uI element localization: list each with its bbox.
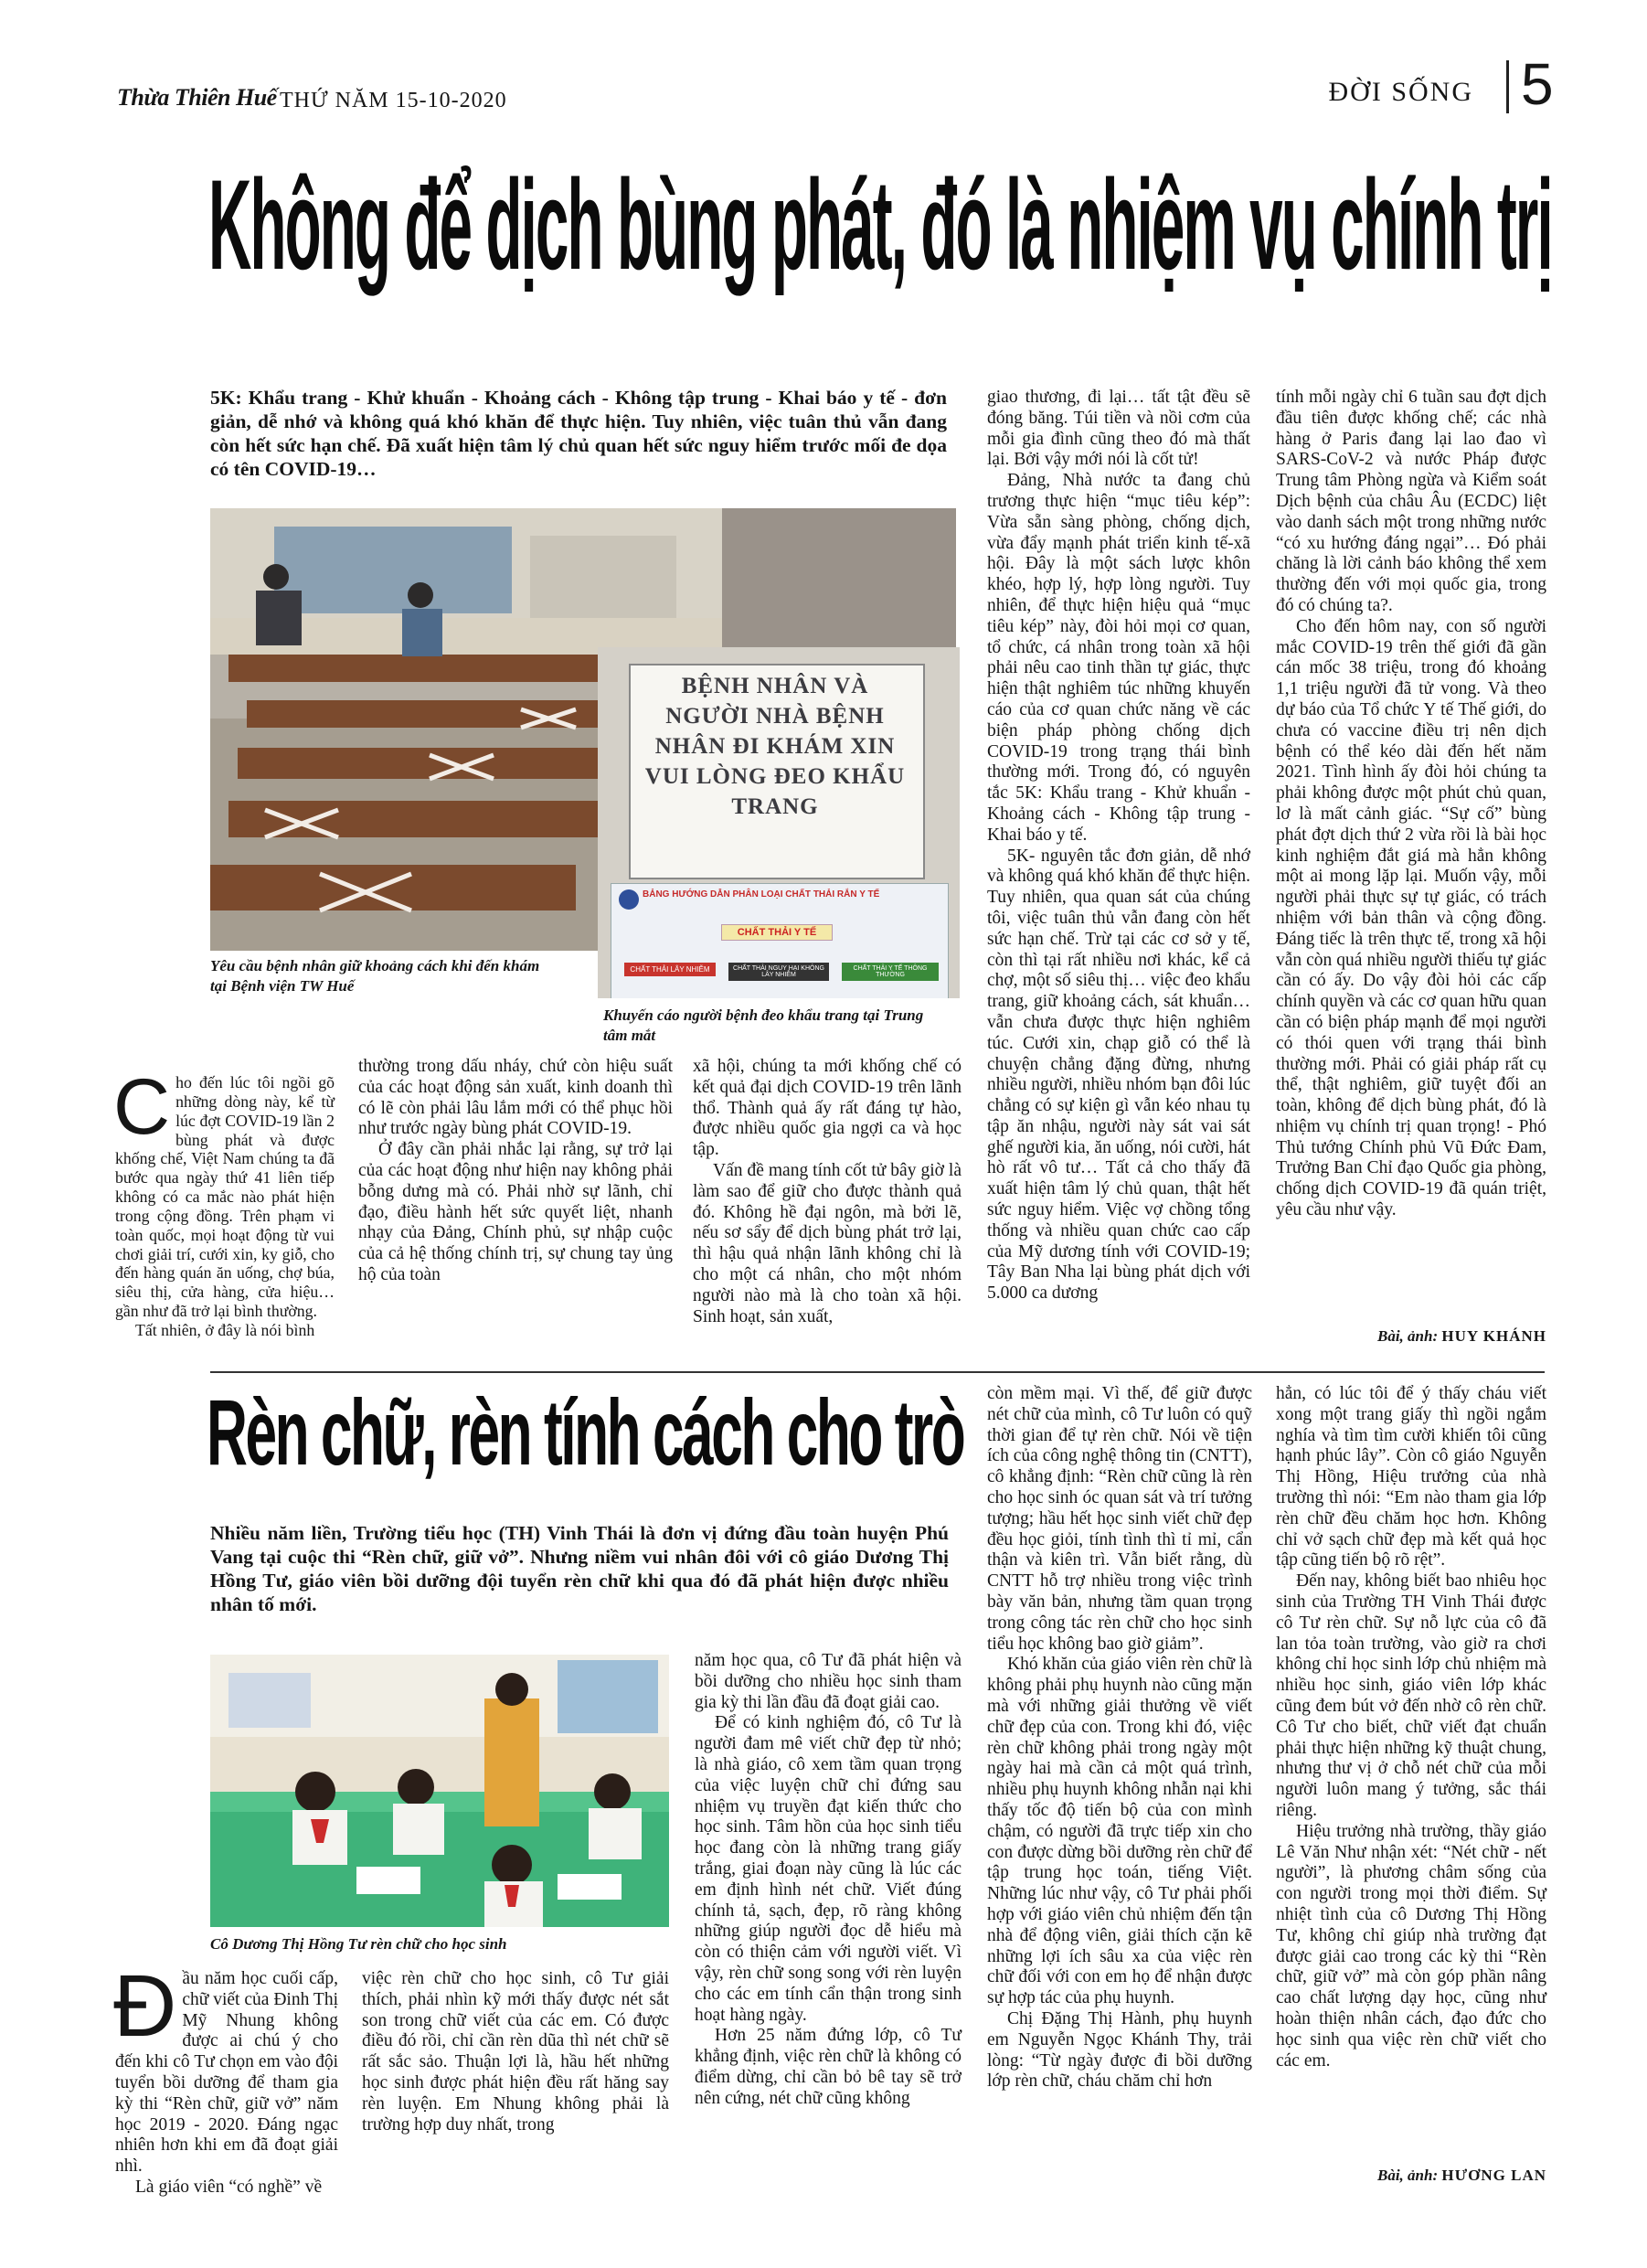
article2-col-1 <box>113 1957 338 2199</box>
masthead-date: THỨ NĂM 15-10-2020 <box>280 89 507 112</box>
article1-byline <box>1276 1327 1546 1346</box>
article2-photo-caption: Cô Dương Thị Hồng Tư rèn chữ cho học sinh <box>210 1935 507 1953</box>
paragraph: việc rèn chữ cho học sinh, cô Tư giải thích, phải nhìn kỹ mới thấy được nét sắt son trong chữ viết của các em. Có được điều đó rồi, chỉ cần rèn dũa thì nét chữ sẽ rất sắc sảo. Thuận lợi là, hầu hết những học sinh được phát hiện đều rất hăng say rèn luyện. Em Nhung không phải là trường hợp duy nhất, trong <box>362 1969 669 2135</box>
article2-headline: Rèn chữ, rèn tính cách cho trò <box>207 1380 964 1485</box>
byline-author: HUY KHÁNH <box>1441 1327 1546 1345</box>
paragraph: ho đến lúc tôi ngồi gõ những dòng này, kể từ lúc đợt COVID-19 lần 2 bùng phát và được khống chế, Việt Nam chúng ta đã bước qua ngày thứ 41 liên tiếp không có ca mắc nào phát hiện trong cộng đồng. Trên phạm vi toàn quốc, mọi hoạt động từ vui chơi giải trí, cưới xin, ky giỗ, cho đến hàng quán ăn uống, chợ búa, siêu thị, cửa hàng, cửa hiệu… gần như đã trở lại bình thường. <box>115 1073 335 1321</box>
paragraph: năm học qua, cô Tư đã phát hiện và bồi dưỡng cho nhiều học sinh tham gia kỳ thi lần đầu đã đoạt giải cao. <box>695 1651 962 1712</box>
masthead-divider <box>1506 60 1509 113</box>
article1-lead: 5K: Khẩu trang - Khử khuẩn - Khoảng cách - Không tập trung - Khai báo y tế - đơn giản, dễ nhớ và không quá khó khăn để thực hiện. Tuy nhiên, việc tuân thủ vẫn đang còn hết sức hạn chế. Đã xuất hiện tâm lý chủ quan hết sức nguy hiểm trước mối đe dọa có tên COVID-19… <box>210 387 947 480</box>
article1-headline: Không để dịch bùng phát, đó là nhiệm vụ chính trị <box>208 153 1552 296</box>
poster-category-1: CHẤT THẢI LÂY NHIỄM <box>624 963 716 976</box>
page-number: 5 <box>1521 51 1554 117</box>
article1-dropcap: C <box>113 1063 171 1151</box>
article2-dropcap: Đ <box>113 1957 177 2055</box>
paragraph: ầu năm học cuối cấp, chữ viết của Đinh Thị Mỹ Nhung không được ai chú ý cho đến khi cô Tư chọn em vào đội tuyển bồi dưỡng để tham gia kỳ thi “Rèn chữ, giữ vở” năm học 2019 - 2020. Đáng ngạc nhiên hơn khi em đã đoạt giải nhì. <box>115 1969 338 2177</box>
paragraph: hẳn, có lúc tôi để ý thấy cháu viết xong một trang giấy thì ngồi ngắm nghía và tìm tìm cười khiến tôi cũng hạnh phúc lây”. Còn cô giáo Nguyễn Thị Hồng, Hiệu trưởng của nhà trường thì nói: “Em nào tham gia lớp rèn chữ đều chăm học hơn. Không chỉ vở sạch chữ đẹp mà kết quả học tập cũng tiến bộ rõ rệt”. <box>1276 1384 1546 1571</box>
article1-col-1 <box>113 1063 335 1340</box>
article1-col-2 <box>358 1057 673 1286</box>
byline-author: HƯƠNG LAN <box>1441 2167 1546 2184</box>
paragraph: tính mỗi ngày chỉ 6 tuần sau đợt dịch đầu tiên được khống chế; các nhà hàng ở Paris đang lại lao đao vì SARS-CoV-2 và nước Pháp được Trung tâm Phòng ngừa và Kiểm soát Dịch bệnh của châu Âu (ECDC) liệt vào danh sách một trong những nước “có xu hướng đáng ngại”… Đó phải chăng là lời cảnh báo không thể xem thường đến với mọi quốc gia, trong đó có chúng ta?. <box>1276 388 1546 615</box>
poster-category-2: CHẤT THẢI NGUY HẠI KHÔNG LÂY NHIỄM <box>728 963 829 981</box>
paragraph: Tất nhiên, ở đây là nói bình <box>135 1320 315 1339</box>
paragraph: thường trong dấu nháy, chứ còn hiệu suất của các hoạt động sản xuất, kinh doanh thì có lẽ còn phải lâu lắm mới có thể phục hồi như trước ngày bùng phát COVID-19. <box>358 1057 673 1139</box>
paragraph: Đến nay, không biết bao nhiêu học sinh của Trường TH Vinh Thái được cô Tư rèn chữ. Sự nỗ lực của cô đã lan tỏa toàn trường, vào giờ ra chơi không chỉ học sinh lớp chủ nhiệm mà nhiều học sinh, giáo viên lớp khác cũng đem bút vở đến nhờ cô rèn chữ. Cô Tư cho biết, chữ viết đạt chuẩn phải thực hiện những kỹ thuật chung, nhưng thư vị ở chỗ nét chữ của mỗi người luôn mang ý tưởng, sắc thái riêng. <box>1276 1571 1546 1820</box>
poster-logo <box>619 889 639 910</box>
article2-col-2 <box>362 1969 669 2135</box>
article1-col-5 <box>1276 388 1546 1221</box>
waste-poster <box>611 883 949 998</box>
paragraph: giao thương, đi lại… tất tật đều sẽ đóng băng. Túi tiền và nồi cơm của mỗi gia đình cũng theo đó mà thất lại. Bởi vậy mới nói là cốt tử! <box>987 388 1250 470</box>
paragraph: Hơn 25 năm đứng lớp, cô Tư khẳng định, việc rèn chữ là không có điểm dừng, chỉ cần bỏ bê tay sẽ trở nên cứng, nét chữ cũng không <box>695 2026 962 2108</box>
article2-photo-classroom <box>210 1655 669 1927</box>
paragraph: Khó khăn của giáo viên rèn chữ là không phải phụ huynh nào cũng mặn mà với những giải thưởng về viết chữ đẹp của con. Trong khi đó, việc rèn chữ không phải trong ngày một ngày hai mà cần cả một quá trình, nhiều phụ huynh không nhẫn nại khi thấy tốc độ tiến bộ của con mình chậm, có người đã trực tiếp xin cho con được dừng bồi dưỡng rèn chữ để tập trung học toán, tiếng Việt. Những lúc như vậy, cô Tư phải phối hợp với giáo viên chủ nhiệm đến tận nhà để động viên, giải thích cặn kẽ những lợi ích sâu xa của việc rèn chữ đối với con em họ để nhận được sự hợp tác của phụ huynh. <box>987 1655 1252 2008</box>
paragraph: xã hội, chúng ta mới khống chế có kết quả đại dịch COVID-19 trên lãnh thổ. Thành quả ấy rất đáng tự hào, được nhiều quốc gia ngợi ca và học tập. <box>693 1057 962 1160</box>
paragraph: Chị Đặng Thị Hành, phụ huynh em Nguyễn Ngọc Khánh Thy, trải lòng: “Từ ngày được đi bồi dưỡng lớp rèn chữ, cháu chăm chỉ hơn <box>987 2008 1252 2092</box>
article2-lead: Nhiều năm liền, Trường tiểu học (TH) Vinh Thái là đơn vị đứng đầu toàn huyện Phú Vang tại cuộc thi “Rèn chữ, giữ vở”. Nhưng niềm vui nhân đôi với cô giáo Dương Thị Hồng Tư, giáo viên bồi dưỡng đội tuyển rèn chữ khi qua đó đã phát hiện được nhiều nhân tố mới. <box>210 1522 949 1615</box>
paragraph: 5K- nguyên tắc đơn giản, dễ nhớ và không quá khó khăn để thực hiện. Tuy nhiên, qua quan sát của chúng tôi, việc tuân thủ vẫn đang còn hết sức hạn chế. Trừ tại các cơ sở y tế, còn thì tại rất nhiều nơi khác, kể cả chợ, một số siêu thị… việc đeo khẩu trang, giữ khoảng cách, sát khuẩn… vẫn chưa được thực hiện nghiêm túc. Cưới xin, chạp giỗ có thể là chuyện chẳng đặng đừng, nhưng nhiều người, nhiều nhóm bạn đôi lúc chẳng có sự kiện gì vẫn kéo nhau tụ tập ăn nhậu, người này sát vai sát ghế người kia, ăn uống, nói cười, hát hò rất vô tư… Tất cả cho thấy đã xuất hiện tâm lý chủ quan, thật hết sức nguy hiểm. Việc vợ chồng tổng thống và nhiều quan chức cao cấp của Mỹ dương tính với COVID-19; Tây Ban Nha lại bùng phát dịch với 5.000 ca dương <box>987 846 1250 1304</box>
article1-photo2-caption: Khuyến cáo người bệnh đeo khẩu trang tại Trung tâm mắt <box>603 1006 924 1044</box>
byline-prefix: Bài, ảnh: <box>1376 2167 1439 2184</box>
paragraph: Đảng, Nhà nước ta đang chủ trương thực hiện “mục tiêu kép”: Vừa sẵn sàng phòng, chống dịch, vừa đẩy mạnh phát triển kinh tế-xã hội. Đây là một sách lược khôn khéo, hợp lý, hợp lòng người. Tuy nhiên, để thực hiện hiệu quả “mục tiêu kép” này, đòi hỏi mọi cơ quan, tổ chức, cá nhân trong toàn xã hội phải nêu cao tinh thần tự giác, thực hiện thật nghiêm túc những khuyến cáo của cơ quan chức năng về các biện pháp phòng chống dịch COVID-19 trong trạng thái bình thường mới. Trong đó, có nguyên tắc 5K: Khẩu trang - Khử khuẩn - Khoảng cách - Không tập trung - Khai báo y tế. <box>987 471 1250 845</box>
article1-photo1-caption: Yêu cầu bệnh nhân giữ khoảng cách khi đến khám tại Bệnh viện TW Huế <box>210 957 540 995</box>
paragraph: Là giáo viên “có nghề” về <box>135 2177 323 2197</box>
mask-sign-text: BỆNH NHÂN VÀ NGƯỜI NHÀ BỆNH NHÂN ĐI KHÁM XIN VUI LÒNG ĐEO KHẨU TRANG <box>644 674 906 819</box>
paragraph: Hiệu trưởng nhà trường, thầy giáo Lê Văn Như nhận xét: “Nét chữ - nết người”, là phương châm sống của con người trong mọi thời điểm. Sự nhiệt tình của cô Dương Thị Hồng Tư, không chỉ giúp nhà trường đạt được giải cao trong các kỳ thi “Rèn chữ, giữ vở” mà còn góp phần nâng cao chất lượng dạy học, cũng như hoàn thiện nhân cách, đạo đức cho học sinh qua việc rèn chữ viết cho các em. <box>1276 1821 1546 2071</box>
article-divider <box>210 1371 1545 1373</box>
article2-col-4 <box>987 1384 1252 2092</box>
poster-label: CHẤT THẢI Y TẾ <box>721 924 833 941</box>
masthead-paper-name: Thừa Thiên Huế <box>117 84 277 111</box>
article1-col-4 <box>987 388 1250 1304</box>
paragraph: Ở đây cần phải nhắc lại rằng, sự trở lại của các hoạt động như hiện nay không phải bỗng dưng mà có. Phải nhờ sự lãnh, chỉ đạo, điều hành hết sức quyết liệt, nhanh nhạy của Đảng, Chính phủ, sự nhập cuộc của cả hệ thống chính trị, sự chung tay ủng hộ của toàn <box>358 1140 673 1284</box>
article1-photo-mask-sign <box>598 647 960 998</box>
paragraph: còn mềm mại. Vì thế, để giữ được nét chữ của mình, cô Tư luôn có quỹ thời gian để tự rèn chữ. Nói về tiện ích của công nghệ thông tin (CNTT), cô khẳng định: “Rèn chữ cũng là rèn cho học sinh óc quan sát và trí tưởng tượng; hầu hết học sinh viết chữ đẹp đều học giỏi, tính tình thì tỉ mỉ, cẩn thận và kiên trì. Vẫn biết rằng, dù CNTT hỗ trợ nhiều trong việc trình bày văn bản, nhưng tầm quan trọng trong công tác rèn chữ cho học sinh tiểu học không bao giờ giảm”. <box>987 1384 1252 1654</box>
paragraph: Cho đến hôm nay, con số người mắc COVID-19 trên thế giới đã gần cán mốc 38 triệu, trong đó khoảng 1,1 triệu người đã tử vong. Và theo dự báo của Tổ chức Y tế Thế giới, do chưa có vaccine điều trị nên dịch bệnh có thể kéo dài đến hết năm 2021. Tình hình ấy đòi hỏi chúng ta phải không được một phút chủ quan, lơ là mất cảnh giác. “Sự cố” bùng phát đợt dịch thứ 2 vừa rồi là bài học kinh nghiệm đắt giá mà hẳn không một ai mong lặp lại. Muốn vậy, mỗi người phải thực sự tự giác, có trách nhiệm với bản thân và cộng đồng. Đáng tiếc là trên thực tế, trong xã hội vẫn còn quá nhiều người thiếu tự giác cần có ấy. Do vậy đòi hỏi các cấp chính quyền và các cơ quan hữu quan cần có biện pháp mạnh để mọi người có thói quen với trạng thái bình thường mới. Phải có giải pháp rất cụ thể, thật nghiêm, giữ tuyệt đối an toàn, không để dịch bùng phát, đó là nhiệm vụ chính trị quan trọng! - Phó Thủ tướng Chính phủ Vũ Đức Đam, Trưởng Ban Chỉ đạo Quốc gia phòng, chống dịch COVID-19 đã quán triệt, yêu cầu như vậy. <box>1276 616 1546 1220</box>
article2-col-5 <box>1276 1384 1546 2071</box>
article2-byline <box>1276 2167 1546 2185</box>
article1-col-3 <box>693 1057 962 1327</box>
article2-col-3 <box>695 1651 962 2110</box>
byline-prefix: Bài, ảnh: <box>1376 1327 1439 1345</box>
poster-category-3: CHẤT THẢI Y TẾ THÔNG THƯỜNG <box>842 963 939 981</box>
paragraph: Vấn đề mang tính cốt tử bây giờ là làm sao để giữ cho được thành quả đó. Không hề đại ngôn, mà bởi lẽ, nếu sơ sẩy để dịch bùng phát trở lại, thì hậu quả nhận lãnh không chỉ là cho một cá nhân, cho một nhóm người nào mà là cho toàn xã hội. Sinh hoạt, sản xuất, <box>693 1160 962 1326</box>
section-name: ĐỜI SỐNG <box>1328 77 1473 107</box>
paragraph: Để có kinh nghiệm đó, cô Tư là người đam mê viết chữ đẹp từ nhỏ; là nhà giáo, cô xem tầm quan trọng của việc luyện chữ chỉ đứng sau nhiệm vụ truyền đạt kiến thức cho học sinh. Tâm hồn của học sinh tiểu học đang còn là những trang giấy trắng, giai đoạn này cũng là lúc các em định hình nét chữ. Viết đúng chính tả, sạch, đẹp, rõ ràng không những giúp người đọc dễ hiểu mà còn có thiện cảm với người viết. Vì vậy, rèn chữ song song với rèn luyện cho các em tính cẩn thận trong sinh hoạt hàng ngày. <box>695 1713 962 2025</box>
poster-title: BẢNG HƯỚNG DẪN PHÂN LOẠI CHẤT THẢI RẮN Y TẾ <box>643 889 880 900</box>
